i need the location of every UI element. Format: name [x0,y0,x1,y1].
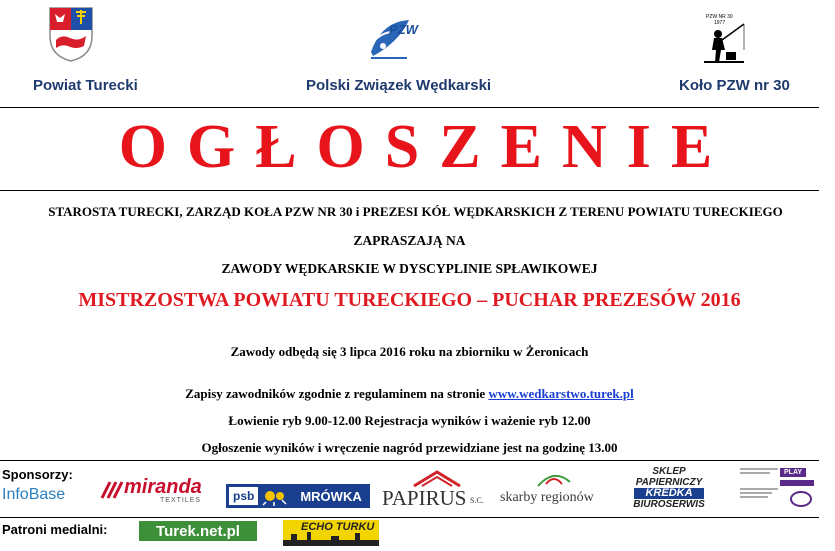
play-bar [780,480,814,486]
invite-line: ZAPRASZAJĄ NA [353,233,466,248]
organizers-line: STAROSTA TURECKI, ZARZĄD KOŁA PZW NR 30 i PREZESI KÓŁ WĘDKARSKICH Z TERENU POWIATU TURECKIEGO [48,204,783,219]
kredka-line4: BIUROSERWIS [633,499,705,510]
svg-text:PZW NR 30: PZW NR 30 [706,14,733,20]
club-logo [700,10,748,66]
club-label: Koło PZW nr 30 [679,77,790,94]
miranda-logo [100,476,212,506]
kredka-line3: KREDKA [634,488,704,499]
mrowka-text: MRÓWKA [300,488,362,504]
psb-text: psb [229,487,258,505]
registration-link[interactable]: www.wedkarstwo.turek.pl [488,386,634,401]
discipline-line: ZAWODY WĘDKARSKIE W DYSCYPLINIE SPŁAWIKOWEJ [221,261,598,276]
ant-icon [262,486,290,506]
skarby-regionow-logo [494,472,610,514]
footer-divider [0,460,819,461]
svg-text:1977: 1977 [714,20,726,26]
turek-text: Turek.net.pl [156,522,240,540]
patrons-divider [0,517,819,518]
play-badge: PLAY [780,468,806,477]
event-title: MISTRZOSTWA POWIATU TURECKIEGO – PUCHAR PREZESÓW 2016 [78,289,741,311]
pzw-logo-text: PZW [389,22,418,37]
papirus-sc: S.C. [470,496,484,505]
patrons-label: Patroni medialni: [2,522,108,537]
infobase-text: InfoBase [2,486,66,503]
title-divider [0,190,819,191]
pzw-logo [363,12,418,64]
pzw-label: Polski Związek Wędkarski [306,77,492,94]
miranda-sub: TEXTILES [160,497,202,504]
turek-net-logo [139,521,257,541]
echo-turku-logo [283,520,379,546]
papirus-logo [382,470,490,514]
kredka-line2: PAPIERNICZY [635,477,703,488]
date-place-line: Zawody odbędą się 3 lipca 2016 roku na zbiorniku w Żeronicach [230,344,589,359]
miranda-mark-icon [100,480,122,500]
miranda-text: miranda [124,476,202,498]
infobase-logo [2,486,65,504]
skarby-leaf-icon [534,472,574,490]
registration-line [0,386,819,402]
kredka-line1: SKLEP [652,466,686,477]
play-store-card [740,466,816,514]
play-card-text-lines [740,466,778,500]
psb-mrowka-logo [226,484,370,508]
kredka-logo [628,466,710,522]
registration-text: Zapisy zawodników zgodnie z regulaminem na stronie [185,386,489,401]
header-divider [0,107,819,108]
echo-text: ECHO TURKU [301,521,375,533]
play-icon [790,490,812,508]
powiat-label: Powiat Turecki [33,77,138,94]
skarby-text: skarby regionów [500,490,594,505]
schedule-line: Łowienie ryb 9.00-12.00 Rejestracja wyników i ważenie ryb 12.00 [228,413,591,428]
announcement-title: OGŁOSZENIE [118,113,733,181]
awards-line: Ogłoszenie wyników i wręczenie nagród przewidziane jest na godzinę 13.00 [201,440,618,455]
papirus-text: PAPIRUS [382,486,467,510]
powiat-coat-of-arms [48,6,94,62]
sponsors-label: Sponsorzy: [2,467,73,482]
